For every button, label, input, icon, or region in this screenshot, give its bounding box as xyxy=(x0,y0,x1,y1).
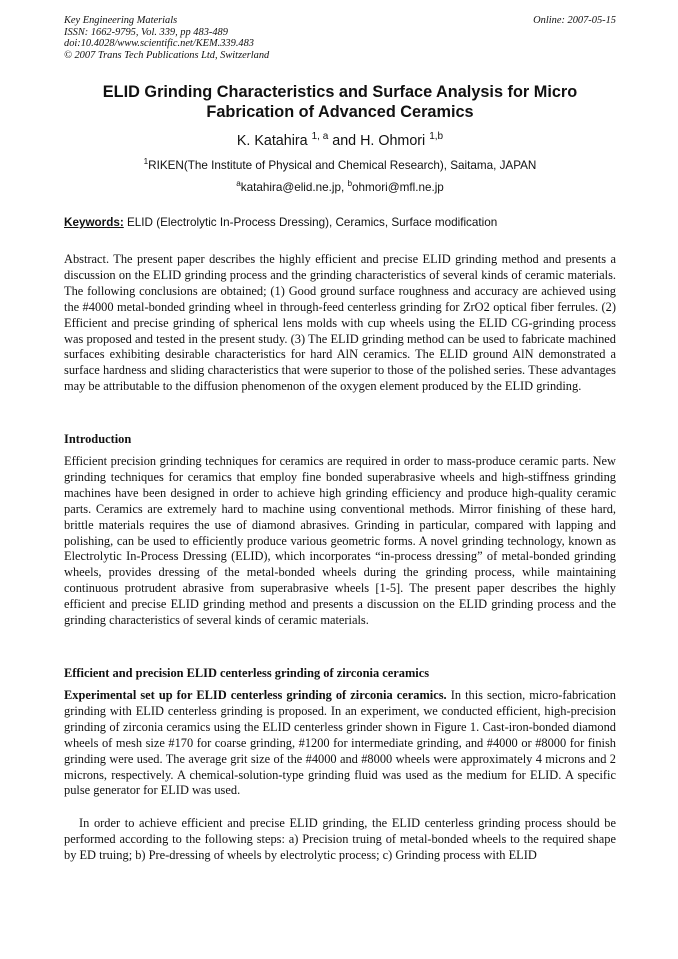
journal-name: Key Engineering Materials xyxy=(64,15,178,26)
author-1: K. Katahira xyxy=(236,133,308,149)
doi-line: doi:10.4028/www.scientific.net/KEM.339.483 xyxy=(64,38,254,49)
email-b-marker: b xyxy=(347,179,353,189)
affiliation xyxy=(64,159,616,173)
copyright-line: © 2007 Trans Tech Publications Ltd, Switzerland xyxy=(64,49,270,61)
section-heading: Efficient and precision ELID centerless grinding of zirconia ceramics xyxy=(64,666,430,680)
author-emails xyxy=(64,181,616,195)
email-b: ohmori@mfl.ne.jp xyxy=(352,181,444,194)
author-2-affil: 1,b xyxy=(429,131,444,143)
title-line-2: Fabrication of Advanced Ceramics xyxy=(206,103,474,121)
journal-header xyxy=(64,15,616,61)
section-paragraph-1-text: In this section, micro-fabrication grinding with ELID centerless grinding is proposed. In an experiment, we conducted efficient, high-precision grinding of zirconia ceramics using the ELID centerless grinder shown in Figure 1. Cast-iron-bonded diamond wheels of mesh size #170 for coarse grinding, #1200 for intermediate grinding, and #4000 or #8000 for finish grinding were used. The average grit size of the #4000 and #8000 wheels were approximately 4 microns and 2 microns, respectively. A chemical-solution-type grinding fluid was used as the medium for ELID. A specific pulse generator for ELID was used. xyxy=(64,688,616,798)
email-a: katahira@elid.ne.jp, xyxy=(240,181,345,194)
abstract: Abstract. The present paper describes the highly efficient and precise ELID grinding method and presents a discussion on the ELID grinding process and the grinding characteristics of several kinds of ceramic materials. The following conclusions are obtained; (1) Good ground surface roughness and accuracy are achieved using the #4000 metal-bonded grinding wheel in through-feed centerless grinding for ZrO2 optical fiber ferrules. (2) Efficient and precise grinding of spherical lens molds with cup wheels using the ELID CG-grinding process was proposed and tested in the present study. (3) The ELID grinding method can be used to fabricate machined surfaces exhibiting desirable characteristics for hard AlN ceramics. The ELID ground AlN demonstrated a surface hardness and sliding characteristics that were superior to those of the polished series. These advantages may be attributable to the diffusion phenomenon of the oxygen element produced by the ELID grinding. xyxy=(64,252,616,394)
author-2: H. Ohmori xyxy=(360,133,426,149)
introduction-heading: Introduction xyxy=(64,432,132,446)
section-paragraph-1 xyxy=(64,688,616,799)
keywords-label: Keywords: xyxy=(64,216,124,229)
introduction-text: Efficient precision grinding techniques for ceramics are required in order to mass-produce ceramic parts. New grinding techniques for ceramics that employ fine bonded superabrasive wheels and high-stiffness grinding machines have been designed in order to achieve high grinding efficiency and produce high-quality ceramic parts. Ceramics are extremely hard to machine using conventional methods. Mirror finishing of these hard, brittle materials requires the use of diamond abrasives. Grinding in particular, compared with lapping and polishing, can be used to efficiently produce various geometric forms. A novel grinding technology, known as Electrolytic In-Process Dressing (ELID), which incorporates “in-process dressing” of metal-bonded grinding wheels, provides dressing of the metal-bonded wheels during the grinding process, while maintaining continuous protrudent abrasive from superabrasive wheels [1-5]. The present paper describes the highly efficient and precise ELID grinding method and presents a discussion on the ELID grinding process and the grinding characteristics of several kinds of ceramic materials. xyxy=(64,454,616,628)
title-line-1: ELID Grinding Characteristics and Surface Analysis for Micro xyxy=(102,83,578,101)
affiliation-text: RIKEN(The Institute of Physical and Chemical Research), Saitama, JAPAN xyxy=(148,159,537,172)
author-line xyxy=(64,132,616,150)
online-date: Online: 2007-05-15 xyxy=(533,15,616,26)
issn-line: ISSN: 1662-9795, Vol. 339, pp 483-489 xyxy=(64,26,228,38)
author-conjunction: and xyxy=(332,133,357,149)
affiliation-marker: 1 xyxy=(143,157,149,167)
subsection-runin-heading: Experimental set up for ELID centerless grinding of zirconia ceramics. xyxy=(64,688,447,702)
keywords xyxy=(64,216,616,230)
keywords-text: ELID (Electrolytic In-Process Dressing), Ceramics, Surface modification xyxy=(127,216,498,229)
email-a-marker: a xyxy=(236,179,241,189)
author-1-affil: 1, a xyxy=(311,131,329,143)
paper-title xyxy=(64,82,616,122)
section-paragraph-2: In order to achieve efficient and precise ELID grinding, the ELID centerless grinding process should be performed according to the following steps: a) Precision truing of metal-bonded wheels to the required shape by ED truing; b) Pre-dressing of wheels by electrolytic process; c) Grinding process with ELID xyxy=(64,816,616,862)
